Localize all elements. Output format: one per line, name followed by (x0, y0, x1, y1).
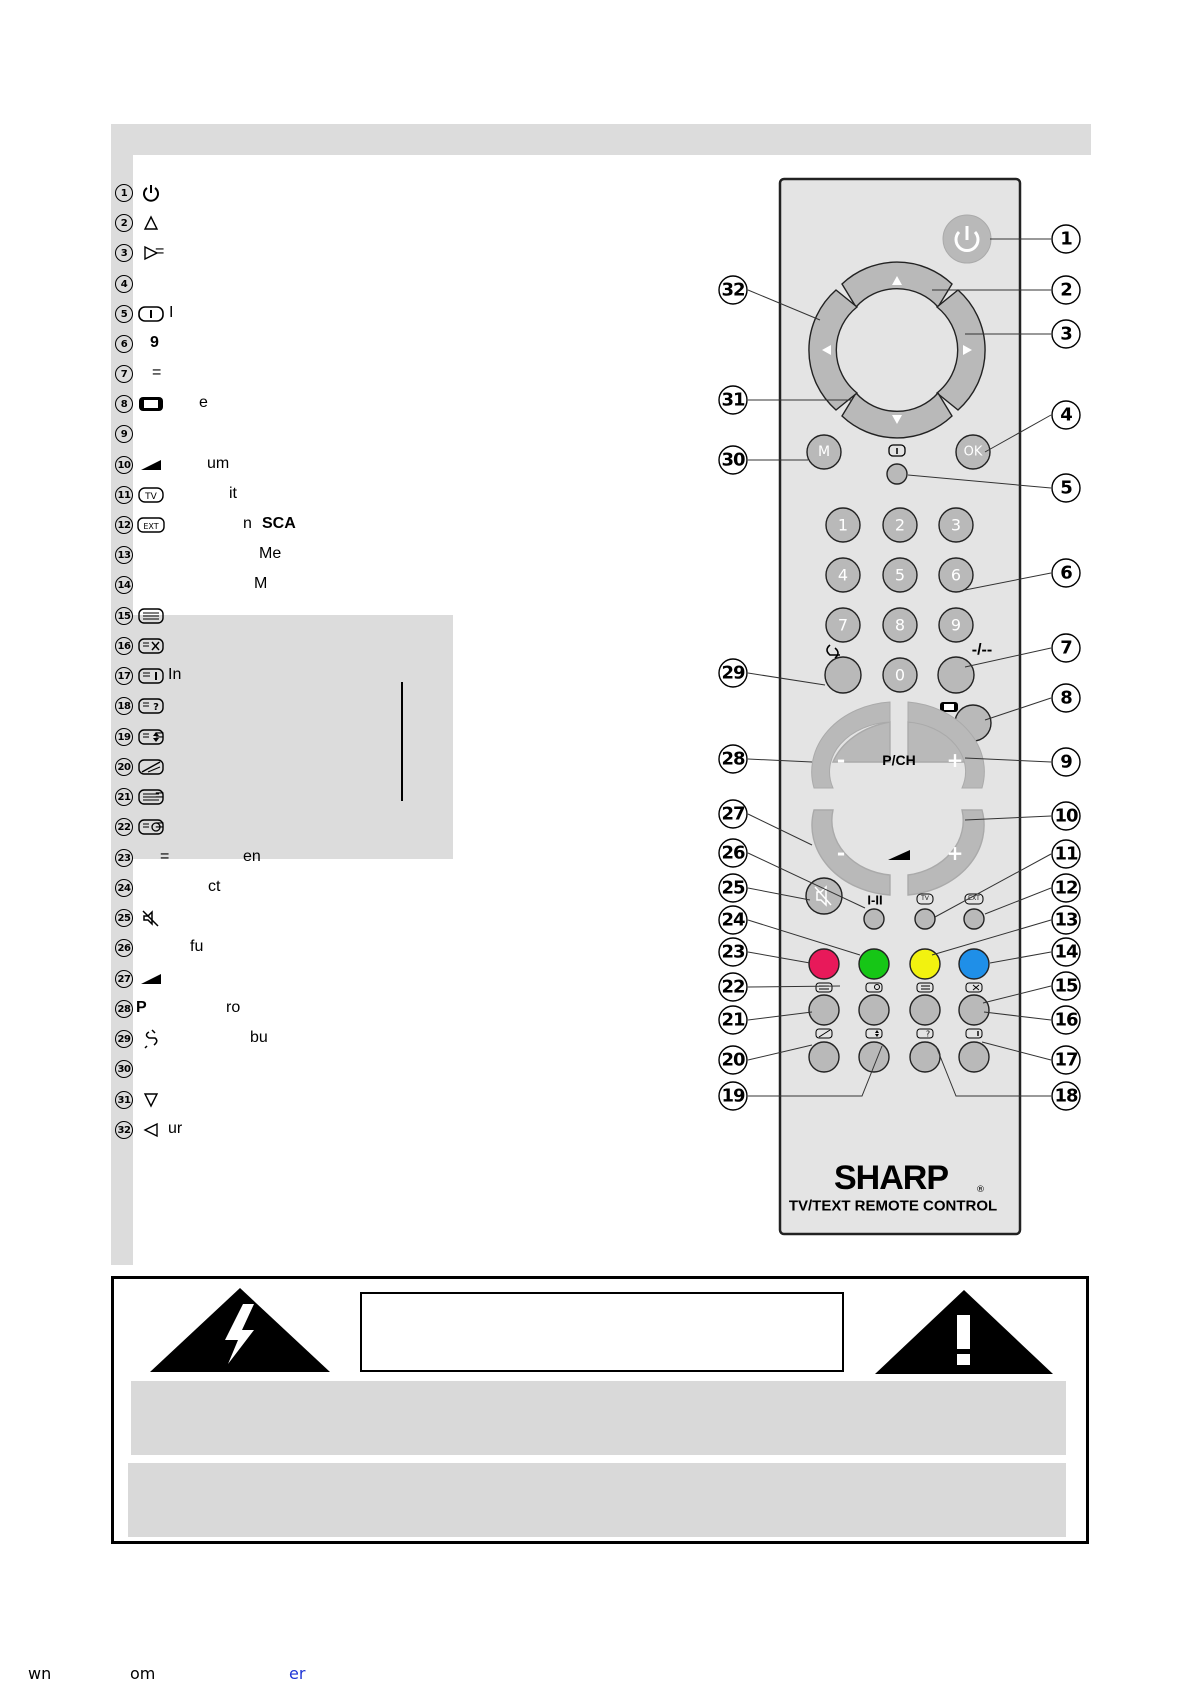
footer-fragment-a: wn (28, 1664, 52, 1683)
legend-item (115, 1117, 165, 1143)
legend-item (115, 1026, 165, 1052)
legend-number: 17 (115, 667, 133, 685)
digit-label: 4 (837, 565, 849, 585)
legend-number: 6 (115, 335, 133, 353)
teletext-hold-button[interactable] (910, 995, 940, 1025)
teletext-section (133, 615, 453, 859)
legend-item (115, 966, 165, 992)
legend-item (115, 875, 133, 901)
callout-number: 26 (721, 842, 745, 864)
teletext-mix-icon (137, 757, 165, 777)
teletext-cancel-icon (137, 636, 165, 656)
digit-label: 0 (894, 665, 906, 685)
svg-text:EXT: EXT (143, 522, 159, 531)
legend-item (115, 996, 133, 1022)
svg-text:TV: TV (145, 492, 157, 502)
triangle-left-icon (137, 1120, 165, 1140)
legend-item (115, 693, 165, 719)
teletext-cancel-button[interactable] (959, 995, 989, 1025)
callout-number: 2 (1060, 279, 1072, 301)
teletext-hold-icon (137, 606, 165, 626)
legend-number: 12 (115, 516, 133, 534)
callout-number: 17 (1054, 1049, 1078, 1071)
legend-item (115, 754, 165, 780)
legend-text: = (155, 243, 165, 260)
teletext-size-button[interactable] (859, 1042, 889, 1072)
legend-item (115, 633, 165, 659)
callout-number: 14 (1054, 941, 1078, 963)
ext-button[interactable] (964, 909, 984, 929)
callout-number: 23 (721, 941, 745, 963)
dual-sound-label: I-II (867, 892, 883, 908)
legend-text: n (243, 515, 252, 532)
legend-number: 24 (115, 879, 133, 897)
pch-minus-label: - (836, 748, 846, 772)
legend-item (115, 572, 133, 598)
callout-number: 1 (1060, 228, 1072, 250)
footer (0, 1664, 1191, 1685)
dual-sound-button[interactable] (864, 909, 884, 929)
header-bar (111, 124, 1091, 155)
info-icon (137, 304, 165, 324)
digit-label: 5 (894, 565, 906, 585)
legend-item (115, 935, 133, 961)
legend-text: ct (208, 878, 221, 895)
callout-number: 31 (721, 389, 745, 411)
legend-item (115, 603, 165, 629)
footer-fragment-b: om (130, 1664, 156, 1683)
legend-number: 14 (115, 576, 133, 594)
callout-number: 11 (1054, 843, 1078, 865)
legend-item (115, 361, 133, 387)
digit-label: 9 (950, 615, 962, 635)
legend-item (115, 482, 165, 508)
legend-item (115, 271, 133, 297)
tv-icon (137, 485, 165, 505)
callout-number: 5 (1060, 477, 1072, 499)
legend-number: 2 (115, 214, 133, 232)
teletext-button[interactable] (809, 995, 839, 1025)
legend-item (115, 512, 165, 538)
power-icon (137, 183, 165, 203)
legend-number: 4 (115, 275, 133, 293)
legend-text: um (207, 455, 230, 472)
legend-number: 29 (115, 1030, 133, 1048)
legend-text: ur (168, 1120, 183, 1137)
legend-number: 16 (115, 637, 133, 655)
lightning-warning-icon (150, 1288, 330, 1374)
legend-item (115, 1087, 165, 1113)
legend-text: Me (259, 545, 282, 562)
legend-text-extra: en (243, 848, 261, 865)
legend-item (115, 331, 133, 357)
footer-link[interactable]: er (289, 1664, 306, 1683)
callout-number: 20 (721, 1049, 745, 1071)
legend-text-bold: SCA (262, 515, 296, 532)
callout-number: 3 (1060, 323, 1072, 345)
callout-number: 13 (1054, 909, 1078, 931)
legend-text: = (152, 364, 162, 381)
legend-text: = (155, 787, 165, 804)
callout-number: 30 (721, 449, 745, 471)
callout-number: 6 (1060, 562, 1072, 584)
digit-label: 6 (950, 565, 962, 585)
callout-number: 28 (721, 748, 745, 770)
callout-number: 8 (1060, 687, 1072, 709)
legend-number: 27 (115, 970, 133, 988)
legend-number: 32 (115, 1121, 133, 1139)
legend-text: e (199, 394, 208, 411)
legend-item (115, 180, 165, 206)
legend-text: bu (250, 1029, 268, 1046)
legend-text: P (136, 999, 147, 1016)
callout-number: 24 (721, 909, 745, 931)
section-divider (401, 682, 403, 801)
pch-label: P/CH (882, 752, 916, 768)
teletext-update-button[interactable] (859, 995, 889, 1025)
legend-text: = (160, 848, 170, 865)
legend-text-extra: ro (226, 999, 241, 1016)
callout-number: 27 (721, 803, 745, 825)
legend-text: M (254, 575, 268, 592)
callout-number: 12 (1054, 877, 1078, 899)
menu-button-label: M (817, 444, 831, 460)
ext-icon (137, 515, 165, 535)
legend-number: 9 (115, 425, 133, 443)
digit-label: 8 (894, 615, 906, 635)
legend-number: 28 (115, 1000, 133, 1018)
legend-number: 22 (115, 818, 133, 836)
triangle-up-icon (137, 213, 165, 233)
registered-mark: ® (976, 1185, 985, 1195)
volume-minus-label: - (836, 841, 846, 865)
legend-item (115, 905, 165, 931)
legend-number: 10 (115, 456, 133, 474)
legend-number: 5 (115, 305, 133, 323)
legend-number: 21 (115, 788, 133, 806)
callout-number: 15 (1054, 975, 1078, 997)
legend-text: 9 (150, 334, 159, 351)
legend-number: 15 (115, 607, 133, 625)
callout-number: 10 (1054, 805, 1078, 827)
swap-icon (137, 1029, 165, 1049)
teletext-index-button[interactable] (959, 1042, 989, 1072)
legend-number: 19 (115, 728, 133, 746)
legend-number: 23 (115, 849, 133, 867)
legend-item (115, 301, 165, 327)
tv-button[interactable] (915, 909, 935, 929)
picture-format-icon (137, 394, 165, 414)
legend-number: 11 (115, 486, 133, 504)
svg-text:?: ? (153, 702, 159, 713)
callout-number: 32 (721, 279, 745, 301)
legend-item (115, 452, 165, 478)
callout-number: 16 (1054, 1009, 1078, 1031)
callout-number: 29 (721, 662, 745, 684)
remote-caption: TV/TEXT REMOTE CONTROL (788, 1197, 998, 1215)
digit-label: 7 (837, 615, 849, 635)
triangle-down-icon (137, 1090, 165, 1110)
caution-text-band (128, 1463, 1066, 1537)
legend-number: 31 (115, 1091, 133, 1109)
legend-text: = (155, 727, 165, 744)
picture-format-icon (940, 702, 958, 712)
teletext-mix-button[interactable] (809, 1042, 839, 1072)
teletext-reveal-button[interactable] (910, 1042, 940, 1072)
red-button[interactable] (809, 949, 839, 979)
legend-number: 8 (115, 395, 133, 413)
remote-control-diagram (700, 160, 1100, 1250)
callout-number: 21 (721, 1009, 745, 1031)
dash-button[interactable] (938, 657, 974, 693)
teletext-reveal-icon (137, 696, 165, 716)
volume-plus-label: + (946, 841, 964, 865)
callout-number: 19 (721, 1085, 745, 1107)
digit-label: 2 (894, 515, 906, 535)
legend-text: In (168, 666, 182, 683)
info-button[interactable] (887, 464, 907, 484)
ext-label: EXT (968, 896, 980, 902)
swap-button[interactable] (825, 657, 861, 693)
pch-plus-label: + (946, 748, 964, 772)
teletext-index-icon (137, 666, 165, 686)
ok-button-label: OK (963, 444, 983, 460)
callout-number: 22 (721, 976, 745, 998)
legend-number: 1 (115, 184, 133, 202)
legend-number: 7 (115, 365, 133, 383)
legend-item (115, 845, 133, 871)
brand-logo: SHARP (833, 1159, 949, 1197)
warning-text-frame (360, 1292, 844, 1372)
legend-number: 25 (115, 909, 133, 927)
tv-label: TV (921, 896, 929, 902)
callout-number: 4 (1060, 404, 1072, 426)
legend-item (115, 391, 165, 417)
svg-text:?: ? (925, 1029, 931, 1039)
legend-number: 18 (115, 697, 133, 715)
legend-item (115, 542, 133, 568)
green-button[interactable] (859, 949, 889, 979)
legend-text: it (229, 485, 237, 502)
legend-number: 26 (115, 939, 133, 957)
legend-number: 20 (115, 758, 133, 776)
legend-text: = (155, 817, 165, 834)
callout-number: 18 (1054, 1085, 1078, 1107)
legend-item (115, 210, 165, 236)
digit-label: 3 (950, 515, 962, 535)
callout-number: 7 (1060, 637, 1072, 659)
legend-number: 3 (115, 244, 133, 262)
mute-icon (137, 908, 165, 928)
callout-number: 9 (1060, 751, 1072, 773)
legend-item (115, 421, 133, 447)
legend-text: fu (190, 938, 204, 955)
blue-button[interactable] (959, 949, 989, 979)
exclamation-warning-icon (875, 1290, 1053, 1374)
legend-text: I (169, 304, 174, 321)
digit-label: 1 (837, 515, 849, 535)
volume-icon (137, 969, 165, 989)
volume-icon (137, 455, 165, 475)
legend-number: 30 (115, 1060, 133, 1078)
legend-number: 13 (115, 546, 133, 564)
callout-number: 25 (721, 877, 745, 899)
legend-item (115, 1056, 133, 1082)
dash-button-label: -/-- (971, 641, 993, 659)
warning-text-band (131, 1381, 1066, 1455)
legend-item (115, 663, 165, 689)
